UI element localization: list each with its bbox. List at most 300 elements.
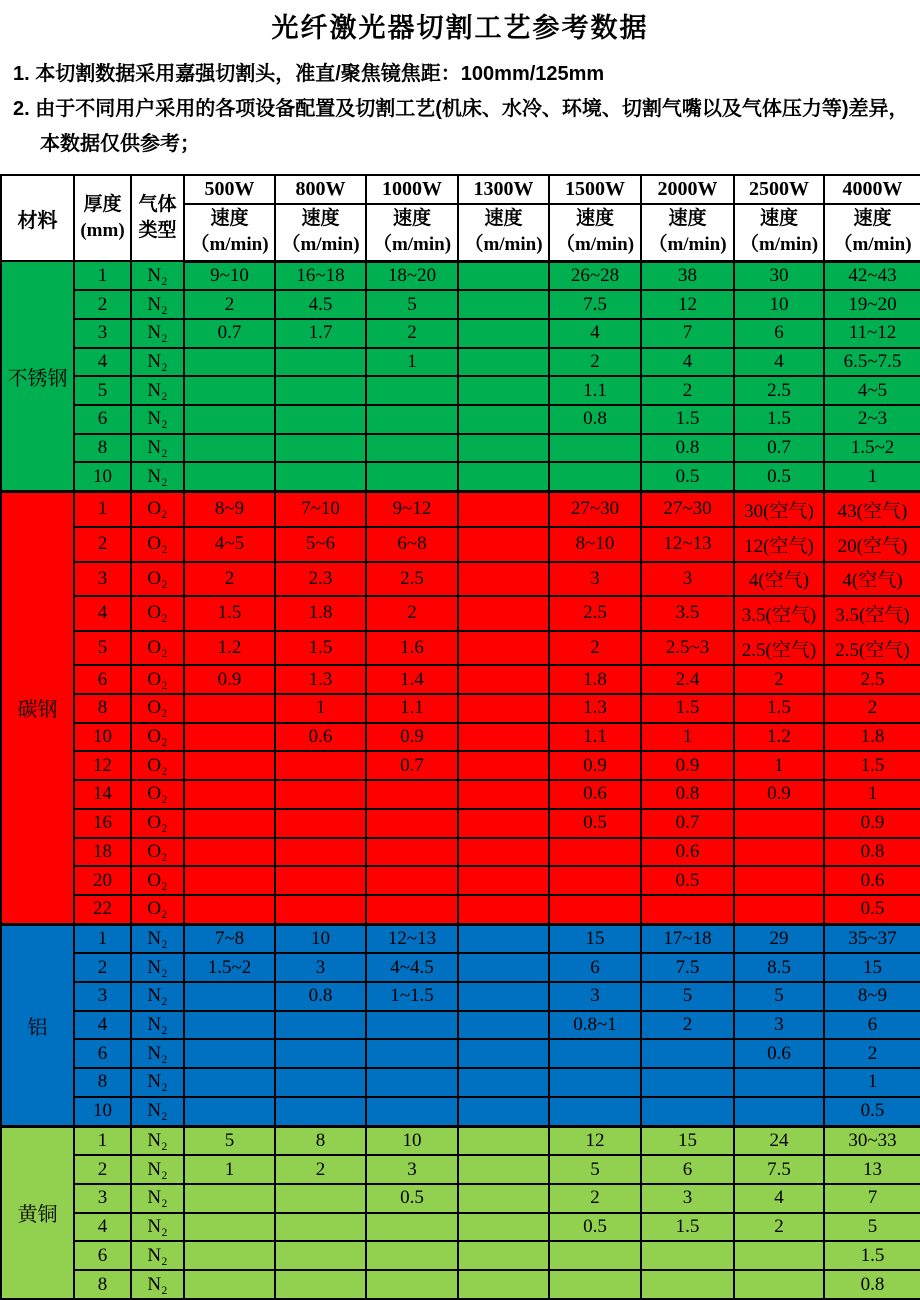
speed-cell <box>275 809 366 838</box>
thickness-cell: 2 <box>74 953 131 982</box>
speed-cell: 0.9 <box>184 665 275 694</box>
speed-cell: 4 <box>734 1184 824 1213</box>
table-body <box>1 261 920 1299</box>
gas-cell: N₂ <box>131 1270 184 1299</box>
speed-cell <box>549 1068 641 1097</box>
speed-cell: 6 <box>734 319 824 348</box>
speed-cell <box>458 1155 549 1184</box>
speed-cell <box>458 1068 549 1097</box>
speed-cell <box>734 866 824 895</box>
speed-cell: 2 <box>734 665 824 694</box>
speed-cell: 5 <box>366 290 458 319</box>
gas-cell: O₂ <box>131 694 184 723</box>
table-row <box>1 665 920 694</box>
table-row <box>1 866 920 895</box>
speed-cell <box>458 631 549 666</box>
gas-cell: O₂ <box>131 780 184 809</box>
speed-cell: 0.5 <box>824 895 920 924</box>
speed-cell <box>458 527 549 562</box>
speed-cell: 5 <box>734 982 824 1011</box>
speed-cell <box>458 924 549 953</box>
speed-cell <box>458 1126 549 1155</box>
speed-cell <box>549 1241 641 1270</box>
speed-cell: 29 <box>734 924 824 953</box>
speed-cell <box>184 1184 275 1213</box>
speed-cell <box>549 434 641 463</box>
speed-cell: 3.5(空气) <box>824 596 920 631</box>
speed-header: 速度 （m/min) <box>184 204 275 261</box>
table-row <box>1 895 920 924</box>
gas-cell: O₂ <box>131 809 184 838</box>
gas-cell: O₂ <box>131 631 184 666</box>
speed-cell <box>458 1097 549 1126</box>
gas-cell: O₂ <box>131 838 184 867</box>
speed-cell: 0.9 <box>824 809 920 838</box>
speed-cell: 4~4.5 <box>366 953 458 982</box>
speed-cell: 35~37 <box>824 924 920 953</box>
speed-cell <box>366 809 458 838</box>
speed-cell: 1.2 <box>734 723 824 752</box>
speed-cell: 5 <box>184 1126 275 1155</box>
speed-cell: 0.8 <box>824 1270 920 1299</box>
speed-cell: 1.7 <box>275 319 366 348</box>
speed-cell: 0.5 <box>641 462 734 491</box>
thickness-cell: 6 <box>74 1039 131 1068</box>
speed-cell <box>641 1068 734 1097</box>
gas-cell: N₂ <box>131 1126 184 1155</box>
speed-cell: 10 <box>366 1126 458 1155</box>
speed-cell: 1.8 <box>275 596 366 631</box>
speed-cell <box>184 434 275 463</box>
table-row <box>1 319 920 348</box>
speed-cell: 12~13 <box>366 924 458 953</box>
speed-cell: 42~43 <box>824 261 920 290</box>
speed-cell: 1.5 <box>734 694 824 723</box>
speed-cell <box>275 1097 366 1126</box>
speed-cell <box>366 1241 458 1270</box>
speed-cell: 0.5 <box>366 1184 458 1213</box>
speed-cell: 7~8 <box>184 924 275 953</box>
gas-cell: O₂ <box>131 527 184 562</box>
speed-cell <box>734 838 824 867</box>
gas-cell: N₂ <box>131 1097 184 1126</box>
gas-cell: N₂ <box>131 405 184 434</box>
speed-cell: 2.5 <box>824 665 920 694</box>
speed-cell <box>366 376 458 405</box>
speed-cell: 7.5 <box>549 290 641 319</box>
speed-cell <box>366 1270 458 1299</box>
speed-cell: 8~9 <box>184 492 275 527</box>
speed-cell: 0.6 <box>824 866 920 895</box>
speed-cell: 2 <box>549 348 641 377</box>
speed-cell: 1 <box>184 1155 275 1184</box>
speed-cell: 1.2 <box>184 631 275 666</box>
speed-cell: 0.5 <box>734 462 824 491</box>
speed-cell: 0.9 <box>366 723 458 752</box>
speed-cell <box>184 1270 275 1299</box>
col-header-power-2500w: 2500W <box>734 175 824 204</box>
table-row <box>1 809 920 838</box>
speed-cell: 0.6 <box>275 723 366 752</box>
speed-cell: 1.5 <box>641 1213 734 1242</box>
speed-cell: 0.5 <box>824 1097 920 1126</box>
gas-cell: O₂ <box>131 866 184 895</box>
thickness-cell: 8 <box>74 434 131 463</box>
speed-cell: 1 <box>824 780 920 809</box>
speed-cell <box>184 751 275 780</box>
speed-cell <box>734 1068 824 1097</box>
speed-cell <box>641 1097 734 1126</box>
speed-cell: 1~1.5 <box>366 982 458 1011</box>
speed-cell: 2 <box>549 631 641 666</box>
speed-cell: 3 <box>641 562 734 597</box>
speed-cell: 43(空气) <box>824 492 920 527</box>
speed-header: 速度 （m/min) <box>824 204 920 261</box>
speed-cell <box>184 982 275 1011</box>
speed-cell: 15 <box>549 924 641 953</box>
gas-cell: N₂ <box>131 261 184 290</box>
speed-cell <box>549 1097 641 1126</box>
speed-cell <box>184 838 275 867</box>
thickness-cell: 4 <box>74 1213 131 1242</box>
thickness-cell: 3 <box>74 319 131 348</box>
col-header-power-1000w: 1000W <box>366 175 458 204</box>
gas-cell: N₂ <box>131 348 184 377</box>
speed-cell: 3 <box>275 953 366 982</box>
table-row <box>1 1241 920 1270</box>
speed-cell: 4~5 <box>184 527 275 562</box>
speed-cell: 0.9 <box>549 751 641 780</box>
speed-cell <box>458 376 549 405</box>
thickness-cell: 18 <box>74 838 131 867</box>
speed-cell <box>458 562 549 597</box>
table-row <box>1 405 920 434</box>
thickness-cell: 4 <box>74 596 131 631</box>
speed-cell: 15 <box>641 1126 734 1155</box>
table-row <box>1 1155 920 1184</box>
table-row <box>1 1270 920 1299</box>
speed-cell <box>366 895 458 924</box>
speed-cell <box>184 694 275 723</box>
speed-cell: 0.9 <box>734 780 824 809</box>
speed-cell: 2 <box>641 1011 734 1040</box>
table-row <box>1 527 920 562</box>
speed-cell <box>366 434 458 463</box>
speed-cell <box>366 838 458 867</box>
speed-cell: 2 <box>824 694 920 723</box>
speed-cell: 8.5 <box>734 953 824 982</box>
speed-cell <box>275 376 366 405</box>
speed-cell: 2.4 <box>641 665 734 694</box>
gas-cell: N₂ <box>131 953 184 982</box>
gas-cell: N₂ <box>131 290 184 319</box>
speed-cell <box>184 1039 275 1068</box>
speed-cell <box>366 1039 458 1068</box>
speed-cell <box>366 1213 458 1242</box>
speed-cell <box>458 809 549 838</box>
speed-cell <box>641 1270 734 1299</box>
table-row <box>1 1126 920 1155</box>
thickness-cell: 12 <box>74 751 131 780</box>
speed-cell <box>734 1270 824 1299</box>
speed-cell <box>366 405 458 434</box>
table-row <box>1 492 920 527</box>
speed-cell <box>458 1039 549 1068</box>
speed-cell: 2.5(空气) <box>824 631 920 666</box>
speed-cell: 2~3 <box>824 405 920 434</box>
table-row <box>1 780 920 809</box>
power-header-row <box>1 175 920 204</box>
speed-cell <box>184 895 275 924</box>
speed-cell: 1.5 <box>734 405 824 434</box>
table-row <box>1 290 920 319</box>
speed-cell: 4(空气) <box>734 562 824 597</box>
speed-cell: 2.5~3 <box>641 631 734 666</box>
table-row <box>1 596 920 631</box>
speed-cell: 12 <box>549 1126 641 1155</box>
speed-cell <box>184 376 275 405</box>
speed-cell: 4~5 <box>824 376 920 405</box>
speed-cell <box>458 319 549 348</box>
speed-cell: 10 <box>734 290 824 319</box>
table-row <box>1 751 920 780</box>
speed-cell <box>275 1213 366 1242</box>
table-row <box>1 434 920 463</box>
speed-cell: 1.5~2 <box>184 953 275 982</box>
speed-cell: 2.3 <box>275 562 366 597</box>
gas-cell: O₂ <box>131 723 184 752</box>
col-header-power-1500w: 1500W <box>549 175 641 204</box>
speed-cell: 12(空气) <box>734 527 824 562</box>
page-title: 光纤激光器切割工艺参考数据 <box>271 13 649 43</box>
speed-cell: 2 <box>184 290 275 319</box>
speed-cell <box>458 462 549 491</box>
speed-cell: 7~10 <box>275 492 366 527</box>
speed-cell: 10 <box>275 924 366 953</box>
speed-cell <box>184 1068 275 1097</box>
speed-cell <box>184 348 275 377</box>
speed-cell <box>275 462 366 491</box>
gas-cell: N₂ <box>131 924 184 953</box>
speed-cell <box>458 1241 549 1270</box>
speed-cell: 0.6 <box>641 838 734 867</box>
thickness-cell: 6 <box>74 405 131 434</box>
table-row <box>1 694 920 723</box>
speed-cell: 9~10 <box>184 261 275 290</box>
speed-cell: 1 <box>275 694 366 723</box>
speed-cell <box>458 434 549 463</box>
speed-cell: 12 <box>641 290 734 319</box>
gas-cell: O₂ <box>131 751 184 780</box>
speed-cell <box>458 982 549 1011</box>
thickness-cell: 8 <box>74 694 131 723</box>
table-row <box>1 953 920 982</box>
thickness-cell: 1 <box>74 492 131 527</box>
speed-cell: 30 <box>734 261 824 290</box>
gas-cell: N₂ <box>131 376 184 405</box>
note-line: 2. 由于不同用户采用的各项设备配置及切割工艺(机床、水冷、环境、切割气嘴以及气体压力等)差异，本数据仅供参考； <box>13 98 909 155</box>
speed-cell <box>366 780 458 809</box>
thickness-cell: 5 <box>74 631 131 666</box>
speed-cell <box>734 1097 824 1126</box>
thickness-cell: 20 <box>74 866 131 895</box>
speed-cell <box>549 1270 641 1299</box>
speed-cell <box>458 751 549 780</box>
thickness-cell: 8 <box>74 1068 131 1097</box>
speed-cell <box>184 809 275 838</box>
col-header-thickness <box>74 175 131 261</box>
speed-cell: 1.3 <box>275 665 366 694</box>
table-row <box>1 562 920 597</box>
speed-cell: 6~8 <box>366 527 458 562</box>
speed-cell <box>458 1213 549 1242</box>
speed-cell: 7 <box>641 319 734 348</box>
speed-cell <box>275 434 366 463</box>
speed-cell <box>366 1068 458 1097</box>
speed-cell: 0.9 <box>641 751 734 780</box>
speed-header: 速度 （m/min) <box>549 204 641 261</box>
speed-cell <box>734 1241 824 1270</box>
gas-header-line1: 气体 <box>138 194 177 215</box>
speed-cell <box>275 780 366 809</box>
col-header-power-800w: 800W <box>275 175 366 204</box>
speed-cell: 2.5 <box>549 596 641 631</box>
speed-cell: 3 <box>549 562 641 597</box>
note-line: 1. 本切割数据采用嘉强切割头，准直/聚焦镜焦距：100mm/125mm <box>13 63 605 85</box>
speed-cell <box>275 1011 366 1040</box>
speed-cell: 6 <box>549 953 641 982</box>
speed-cell <box>458 780 549 809</box>
speed-cell <box>641 1241 734 1270</box>
gas-cell: N₂ <box>131 1213 184 1242</box>
thickness-cell: 3 <box>74 562 131 597</box>
speed-header: 速度 （m/min) <box>366 204 458 261</box>
speed-cell: 30~33 <box>824 1126 920 1155</box>
speed-cell: 5 <box>641 982 734 1011</box>
speed-cell: 1.3 <box>549 694 641 723</box>
speed-cell: 3 <box>641 1184 734 1213</box>
gas-cell: N₂ <box>131 462 184 491</box>
thickness-cell: 3 <box>74 1184 131 1213</box>
speed-cell: 4.5 <box>275 290 366 319</box>
table-row <box>1 1097 920 1126</box>
speed-cell: 3.5 <box>641 596 734 631</box>
speed-cell <box>184 780 275 809</box>
speed-cell: 16~18 <box>275 261 366 290</box>
speed-cell <box>275 1241 366 1270</box>
gas-cell: N₂ <box>131 982 184 1011</box>
speed-cell: 2 <box>366 596 458 631</box>
speed-cell: 24 <box>734 1126 824 1155</box>
speed-cell <box>366 1011 458 1040</box>
speed-cell: 8~10 <box>549 527 641 562</box>
speed-header: 速度 （m/min) <box>275 204 366 261</box>
header-area <box>0 0 920 174</box>
speed-cell: 0.8 <box>824 838 920 867</box>
col-header-material <box>1 175 74 261</box>
thickness-cell: 22 <box>74 895 131 924</box>
speed-cell: 8~9 <box>824 982 920 1011</box>
speed-cell: 5 <box>824 1213 920 1242</box>
speed-cell: 2 <box>366 319 458 348</box>
speed-cell: 13 <box>824 1155 920 1184</box>
speed-cell <box>184 1213 275 1242</box>
speed-cell: 38 <box>641 261 734 290</box>
speed-cell <box>366 462 458 491</box>
thickness-cell: 6 <box>74 1241 131 1270</box>
material-header-label: 材料 <box>17 209 58 232</box>
speed-cell: 1.4 <box>366 665 458 694</box>
speed-cell <box>366 1097 458 1126</box>
speed-cell <box>458 665 549 694</box>
speed-cell: 27~30 <box>641 492 734 527</box>
col-header-gas <box>131 175 184 261</box>
speed-cell <box>549 866 641 895</box>
speed-cell: 12~13 <box>641 527 734 562</box>
speed-cell <box>458 1011 549 1040</box>
speed-cell: 0.8 <box>641 780 734 809</box>
speed-cell: 1 <box>824 1068 920 1097</box>
speed-cell: 1.8 <box>549 665 641 694</box>
material-label: 铝 <box>1 924 74 1126</box>
material-label: 不锈钢 <box>1 261 74 492</box>
speed-cell: 0.7 <box>641 809 734 838</box>
speed-cell <box>275 1184 366 1213</box>
speed-cell: 0.5 <box>549 1213 641 1242</box>
speed-cell: 4 <box>641 348 734 377</box>
gas-cell: O₂ <box>131 596 184 631</box>
speed-cell <box>458 405 549 434</box>
table-row <box>1 1184 920 1213</box>
speed-cell: 26~28 <box>549 261 641 290</box>
table-row <box>1 631 920 666</box>
speed-cell: 27~30 <box>549 492 641 527</box>
speed-cell: 7.5 <box>734 1155 824 1184</box>
speed-cell: 1 <box>641 723 734 752</box>
speed-header: 速度 （m/min) <box>641 204 734 261</box>
speed-cell <box>184 405 275 434</box>
speed-cell <box>275 1270 366 1299</box>
thickness-cell: 1 <box>74 1126 131 1155</box>
speed-cell <box>458 953 549 982</box>
speed-cell <box>275 751 366 780</box>
speed-cell: 1.5 <box>824 751 920 780</box>
speed-cell: 9~12 <box>366 492 458 527</box>
thickness-cell: 16 <box>74 809 131 838</box>
speed-cell: 18~20 <box>366 261 458 290</box>
speed-cell: 1.5 <box>641 694 734 723</box>
gas-cell: N₂ <box>131 1241 184 1270</box>
gas-cell: N₂ <box>131 1068 184 1097</box>
speed-cell: 3 <box>366 1155 458 1184</box>
speed-cell: 19~20 <box>824 290 920 319</box>
speed-cell <box>458 1270 549 1299</box>
speed-cell: 0.8 <box>641 434 734 463</box>
speed-cell: 2 <box>824 1039 920 1068</box>
speed-cell <box>458 1184 549 1213</box>
speed-cell: 1.5 <box>824 1241 920 1270</box>
speed-cell: 1.1 <box>549 376 641 405</box>
gas-cell: N₂ <box>131 1155 184 1184</box>
thickness-cell: 14 <box>74 780 131 809</box>
gas-cell: N₂ <box>131 1184 184 1213</box>
speed-cell: 1.6 <box>366 631 458 666</box>
gas-header-line2: 类型 <box>138 220 177 241</box>
speed-cell: 7 <box>824 1184 920 1213</box>
table-row <box>1 1011 920 1040</box>
table-row <box>1 1213 920 1242</box>
speed-cell: 2.5 <box>366 562 458 597</box>
